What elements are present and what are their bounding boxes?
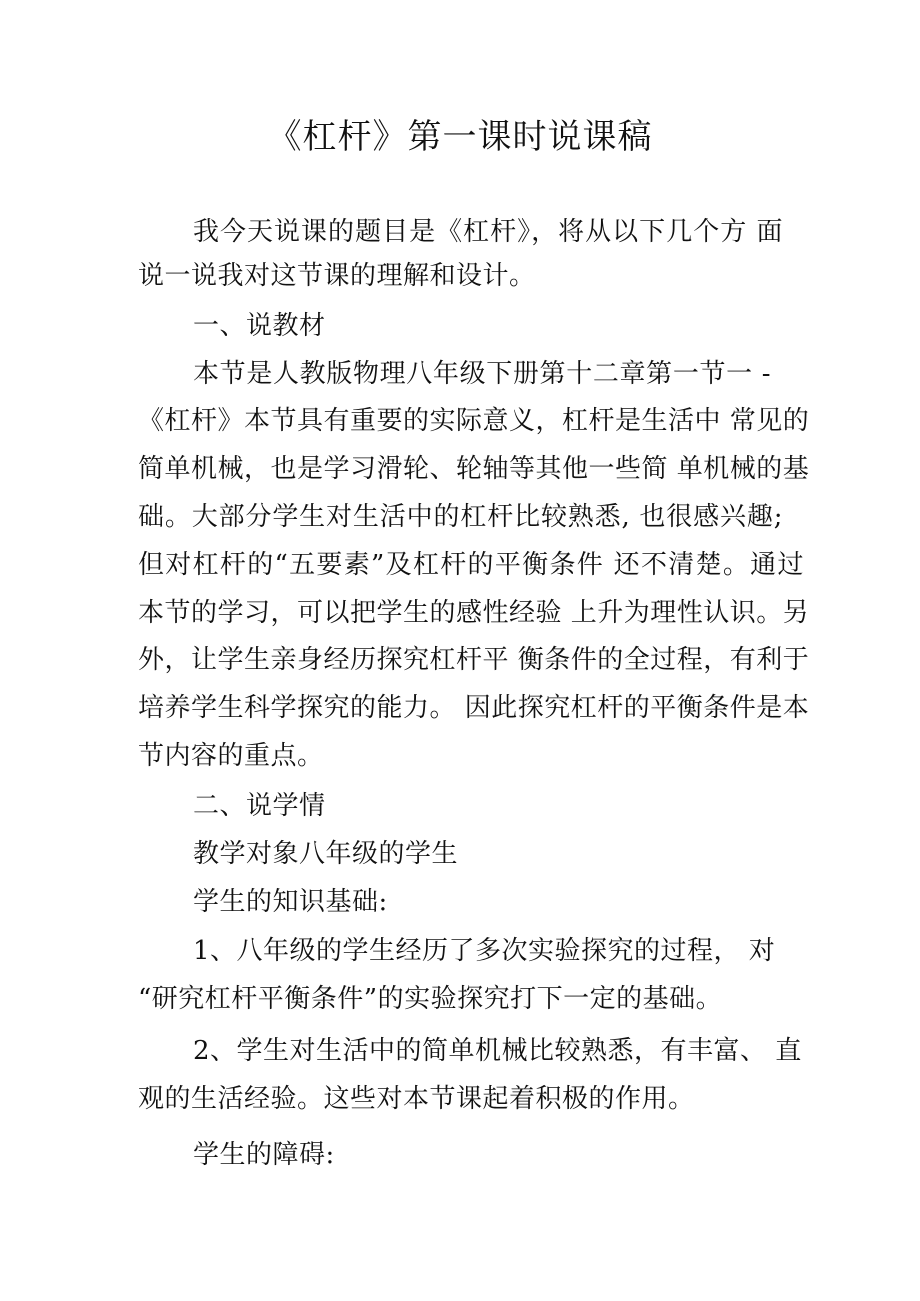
paragraph-line: “研究杠杆平衡条件”的实验探究打下一定的基础。 [138, 984, 723, 1014]
paragraph-line: 节内容的重点。 [138, 741, 324, 771]
paragraph-line: 础。大部分学生对生活中的杠杆比较熟悉, 也很感兴趣; [138, 502, 783, 532]
paragraph-line: 本节是人教版物理八年级下册第十二章第一节一 - [193, 359, 771, 389]
paragraph-line: 2、学生对生活中的简单机械比较熟悉，有丰富、 直 [193, 1036, 802, 1066]
document-title: 《杠杆》第一课时说课稿 [267, 117, 653, 157]
paragraph-line: 外，让学生亲身经历探究杠杆平 衡条件的全过程，有利于 [138, 645, 810, 675]
paragraph-line: 但对杠杆的“五要素”及杠杆的平衡条件 还不清楚。通过 [138, 550, 804, 580]
paragraph-line: 《杠杆》本节具有重要的实际意义，杠杆是生活中 常见的 [138, 406, 810, 436]
subheading: 学生的知识基础: [193, 887, 388, 917]
paragraph-line: 观的生活经验。这些对本节课起着积极的作用。 [138, 1084, 695, 1114]
paragraph-line: 培养学生科学探究的能力。 因此探究杠杆的平衡条件是本 [138, 693, 810, 723]
subheading: 学生的障碍: [193, 1140, 335, 1170]
section-heading: 二、说学情 [193, 791, 326, 821]
paragraph-line: 说一说我对这节课的理解和设计。 [138, 261, 536, 291]
paragraph-line: 1、八年级的学生经历了多次实验探究的过程， 对 [193, 936, 776, 966]
paragraph-line: 简单机械，也是学习滑轮、轮轴等其他一些简 单机械的基 [138, 454, 810, 484]
paragraph-line: 本节的学习，可以把学生的感性经验 上升为理性认识。另 [138, 598, 810, 628]
paragraph-line: 教学对象八年级的学生 [193, 839, 459, 869]
paragraph-line: 我今天说课的题目是《杠杆》，将从以下几个方 面 [193, 217, 783, 247]
section-heading: 一、说教材 [193, 311, 326, 341]
